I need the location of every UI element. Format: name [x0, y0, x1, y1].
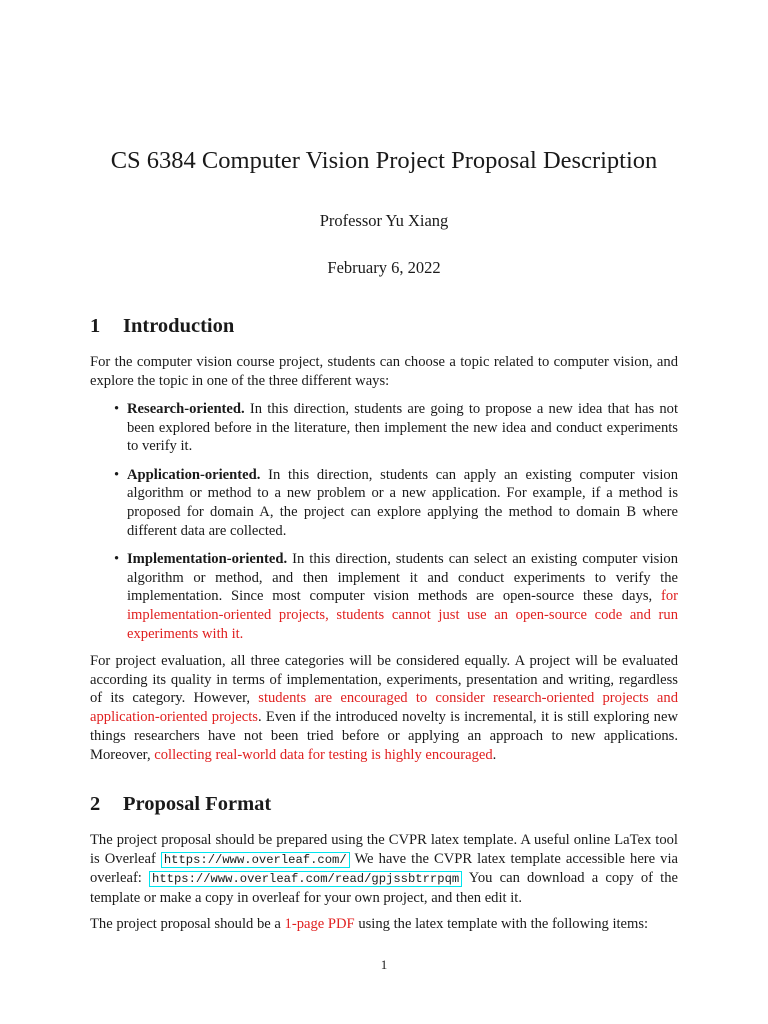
highlighted-text: 1-page PDF	[284, 916, 355, 932]
item-heading: Implementation-oriented.	[127, 550, 288, 567]
intro-text: For the computer vision course project, students can choose a topic related to computer vision, and explore the topic in one of the three different ways:	[90, 354, 678, 389]
text-run: For project evaluation, all three categories will be considered equally. A project will be evaluated according its quality in terms of implementation, experiments, presentation and writing, regardless of its category. However,	[90, 653, 678, 707]
highlighted-text: collecting real-world data for testing is highly encouraged	[154, 746, 493, 763]
overleaf-link[interactable]: https://www.overleaf.com/	[161, 852, 350, 868]
section-heading-proposal-format	[90, 790, 678, 818]
page-number: 1	[380, 957, 388, 972]
list-item	[90, 400, 678, 456]
text-run: . Even if the introduced novelty is incremental, it is still exploring new things researchers have not been tried before or applying an approach to new applications. Moreover,	[90, 709, 678, 763]
text-run: The project proposal should be prepared using the CVPR latex template. A useful online LaTex tool is Overleaf	[90, 832, 678, 867]
format-text-2	[90, 915, 678, 934]
highlighted-text: for implementation-oriented projects, students cannot just use an open-source code and run experiments with it.	[127, 588, 678, 642]
bullet-icon: •	[114, 466, 120, 483]
author: Professor Yu Xiang	[319, 211, 449, 230]
intro-paragraph	[90, 353, 678, 390]
text-run: using the latex template with the following items:	[354, 916, 649, 932]
evaluation-text	[90, 652, 678, 764]
section-title: Proposal Format	[123, 793, 272, 815]
bullet-icon: •	[114, 550, 120, 567]
text-run: We have the CVPR latex template accessible here via overleaf:	[90, 850, 678, 887]
list-item	[90, 550, 678, 644]
item-text: In this direction, students can select an existing computer vision algorithm or method, and then implement it and conduct experiments to verify the implementation. Since most computer vision methods are open-source these days,	[127, 550, 678, 605]
format-paragraph	[90, 831, 678, 908]
section-title: Introduction	[123, 315, 235, 337]
section-number: 1	[90, 315, 101, 337]
item-heading: Application-oriented.	[127, 466, 261, 483]
item-heading: Research-oriented.	[127, 401, 245, 417]
bullet-icon: •	[114, 401, 120, 417]
bullet-list	[90, 400, 678, 653]
evaluation-paragraph	[90, 652, 678, 764]
text-run: You can download a copy of the template or make a copy in overleaf for your own project, and then edit it.	[90, 870, 678, 907]
text-run: .	[492, 746, 497, 763]
template-link[interactable]: https://www.overleaf.com/read/gpjssbtrrpqm	[149, 871, 462, 887]
item-text: In this direction, students can apply an existing computer vision algorithm or method to a new problem or a new application. For example, if a method is proposed for domain A, the project can explore applying the method to domain B where different data are collected.	[127, 466, 678, 539]
section-heading-introduction	[90, 312, 678, 340]
text-run: The project proposal should be a	[90, 916, 285, 932]
item-text: In this direction, students are going to propose a new idea that has not been explored before in the literature, then implement the new idea and conduct experiments to verify it.	[127, 401, 678, 455]
list-item	[90, 466, 678, 541]
format-text	[90, 831, 678, 908]
date: February 6, 2022	[327, 258, 441, 277]
section-number: 2	[90, 793, 101, 815]
format-paragraph-2	[90, 915, 678, 934]
highlighted-text: students are encouraged to consider research-oriented projects and application-oriented projects	[90, 690, 678, 726]
document-title: CS 6384 Computer Vision Project Proposal Description	[110, 147, 658, 174]
